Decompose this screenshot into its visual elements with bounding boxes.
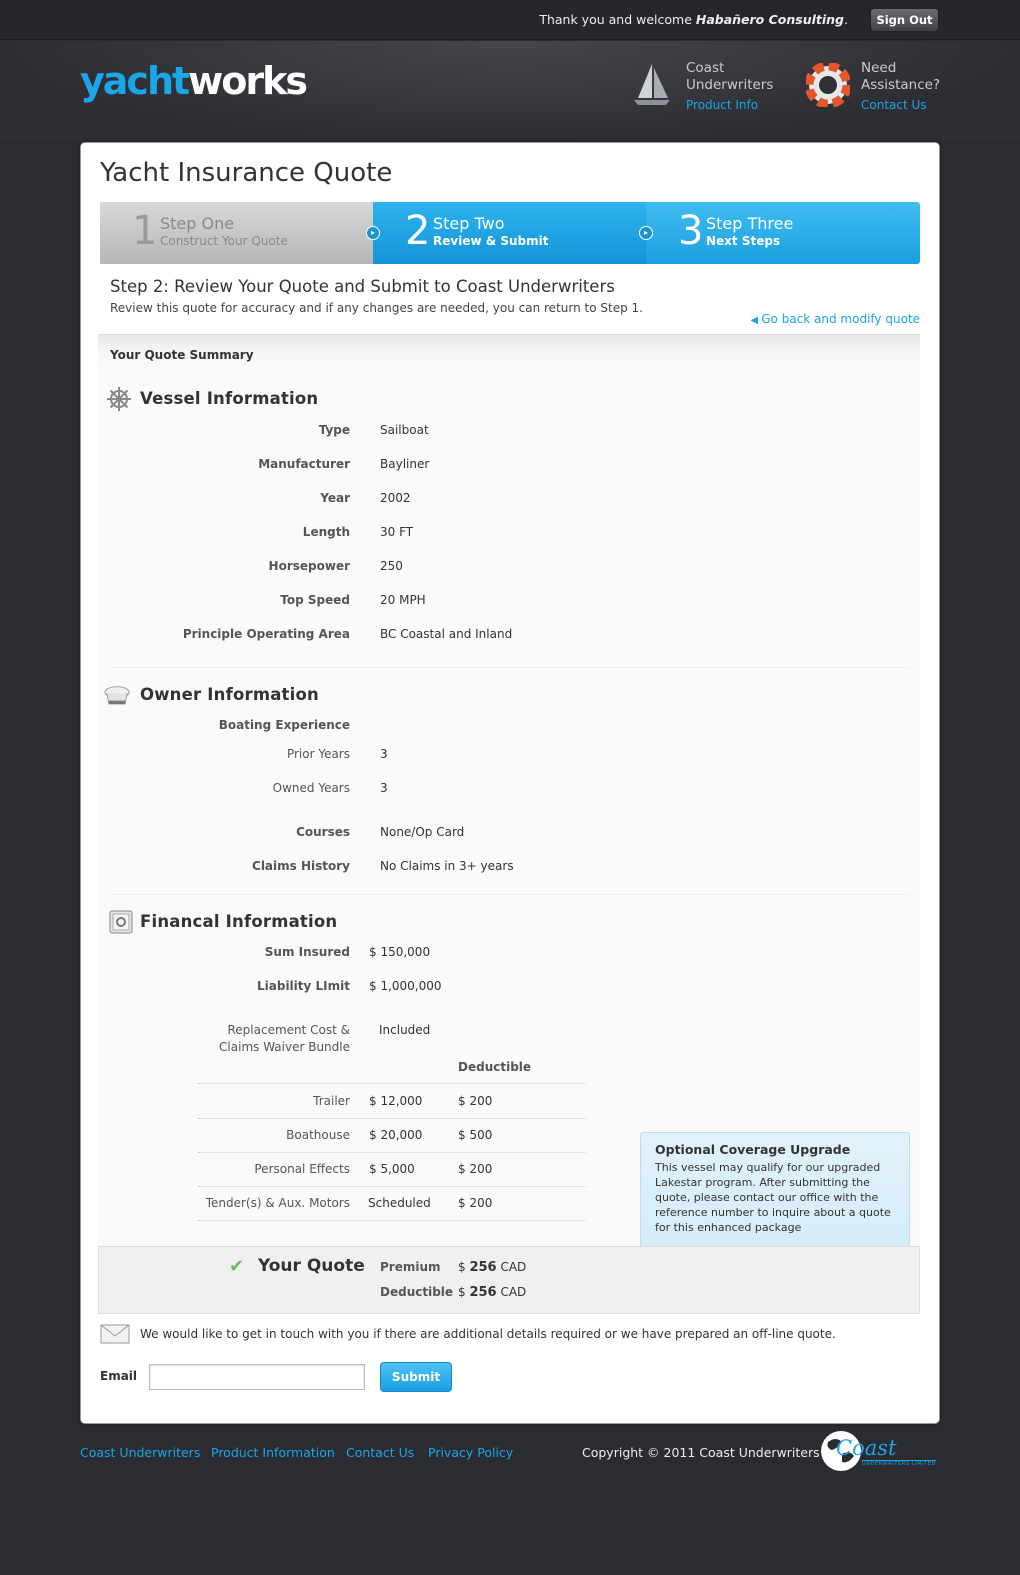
- boating-experience-label: Boating Experience: [218, 718, 350, 732]
- contact-message: We would like to get in touch with you if there are additional details required or we have prepared an off-line quote.: [140, 1327, 836, 1341]
- footer-link-contact-us[interactable]: Contact Us: [346, 1445, 415, 1460]
- replacement-cost-label-line2: Claims Waiver Bundle: [219, 1040, 350, 1054]
- step-number: 1: [132, 208, 158, 254]
- welcome-user-name: Habañero Consulting: [695, 12, 845, 27]
- step-two-tab[interactable]: [373, 202, 646, 264]
- vessel-label: Principle Operating Area: [182, 627, 350, 641]
- premium-value: [458, 1260, 526, 1275]
- life-ring-icon: [806, 63, 850, 107]
- step-title: Step Three: [706, 214, 794, 233]
- product-title-line1: Coast: [686, 60, 725, 76]
- coverage-item-value: $ 12,000: [369, 1094, 423, 1108]
- logo-text-works: works: [188, 59, 306, 103]
- step-subtitle: Next Steps: [706, 234, 781, 248]
- courses-value: None/Op Card: [380, 825, 465, 839]
- coverage-item-value: $ 20,000: [369, 1128, 423, 1142]
- vessel-value: Bayliner: [380, 457, 430, 471]
- step-number: 2: [405, 208, 431, 254]
- deductible-column-header: Deductible: [458, 1060, 532, 1074]
- product-title-line2: Underwriters: [686, 77, 774, 93]
- step-description: Review this quote for accuracy and if any changes are needed, you can return to Step 1.: [110, 301, 643, 315]
- quote-summary-panel: [98, 374, 920, 1246]
- owned-years-value: 3: [380, 781, 388, 795]
- row-divider: [198, 1220, 586, 1221]
- deductible-label: Deductible: [380, 1285, 454, 1299]
- premium-label: Premium: [380, 1260, 441, 1274]
- deductible-amount: 256: [469, 1285, 497, 1300]
- coverage-item-label: Personal Effects: [254, 1162, 350, 1176]
- premium-amount: 256: [469, 1260, 497, 1275]
- step-subtitle: Review & Submit: [433, 234, 549, 248]
- help-title-line1: Need: [861, 60, 897, 76]
- coverage-item-label: Boathouse: [286, 1128, 350, 1142]
- vessel-value: 2002: [380, 491, 411, 505]
- vessel-label: Manufacturer: [258, 457, 350, 471]
- liability-limit-label: Liability LImit: [257, 979, 350, 993]
- logo-text-yacht: yacht: [80, 59, 189, 103]
- row-divider: [198, 1152, 586, 1153]
- coast-underwriters-logo: [818, 1428, 940, 1474]
- logo-text: Coast: [836, 1436, 897, 1460]
- vessel-label: Type: [318, 423, 350, 437]
- section-divider: [110, 667, 910, 668]
- step-one-tab[interactable]: [100, 202, 373, 264]
- step-number: 3: [678, 208, 704, 254]
- top-bar: [0, 0, 1020, 40]
- coverage-item-deductible: $ 500: [458, 1128, 493, 1142]
- footer-link-coast-underwriters[interactable]: Coast Underwriters: [80, 1445, 201, 1460]
- your-quote-title: Your Quote: [258, 1256, 365, 1276]
- step-heading: Step 2: Review Your Quote and Submit to Coast Underwriters: [110, 277, 615, 296]
- vessel-label: Length: [302, 525, 350, 539]
- vessel-value: 20 MPH: [380, 593, 426, 607]
- row-divider: [198, 1083, 586, 1084]
- quote-summary-title: Your Quote Summary: [110, 348, 254, 362]
- callout-title: Optional Coverage Upgrade: [655, 1142, 851, 1157]
- safe-icon: [108, 909, 134, 935]
- vessel-value: 30 FT: [380, 525, 414, 539]
- financial-section-title: Financal Information: [140, 912, 338, 931]
- step-three-tab[interactable]: [646, 202, 920, 264]
- currency-symbol: $: [458, 1285, 466, 1299]
- prior-years-label: Prior Years: [286, 747, 350, 761]
- sailboat-icon: [630, 62, 674, 106]
- row-divider: [198, 1118, 586, 1119]
- vessel-label: Year: [320, 491, 350, 505]
- courses-label: Courses: [296, 825, 350, 839]
- copyright-text: Copyright © 2011 Coast Underwriters: [582, 1445, 820, 1460]
- liability-limit-value: $ 1,000,000: [369, 979, 442, 993]
- product-info-link[interactable]: Product Info: [686, 98, 759, 112]
- owned-years-label: Owned Years: [272, 781, 350, 795]
- go-back-link[interactable]: [750, 312, 920, 326]
- step-title: Step Two: [433, 214, 505, 233]
- vessel-value: Sailboat: [380, 423, 429, 437]
- go-back-label: Go back and modify quote: [761, 312, 920, 326]
- currency-symbol: $: [458, 1260, 466, 1274]
- coverage-item-deductible: $ 200: [458, 1094, 493, 1108]
- section-divider: [110, 894, 910, 895]
- vessel-value: 250: [380, 559, 403, 573]
- sum-insured-value: $ 150,000: [369, 945, 431, 959]
- vessel-value: BC Coastal and Inland: [380, 627, 513, 641]
- contact-us-link[interactable]: Contact Us: [861, 98, 927, 112]
- coverage-item-value: $ 5,000: [369, 1162, 415, 1176]
- vessel-section-title: Vessel Information: [140, 389, 319, 408]
- replacement-cost-label-line1: Replacement Cost &: [227, 1023, 350, 1037]
- step-arrow-icon: ▸: [366, 226, 380, 240]
- footer-link-product-information[interactable]: Product Information: [211, 1445, 335, 1460]
- email-label: Email: [100, 1369, 138, 1383]
- email-input[interactable]: [149, 1364, 365, 1390]
- welcome-message: [539, 12, 848, 27]
- submit-button[interactable]: Submit: [380, 1362, 452, 1392]
- logo-subtext: UNDERWRITERS LIMITED: [862, 1461, 937, 1467]
- row-divider: [198, 1186, 586, 1187]
- page-title: Yacht Insurance Quote: [100, 158, 393, 188]
- step-arrow-icon: ▸: [639, 226, 653, 240]
- ship-wheel-icon: [106, 386, 132, 412]
- yachtworks-logo[interactable]: [80, 56, 306, 106]
- replacement-cost-value: Included: [379, 1023, 431, 1037]
- captain-hat-icon: [104, 683, 130, 709]
- your-quote-box: [98, 1246, 920, 1314]
- sign-out-button[interactable]: Sign Out: [870, 8, 939, 32]
- checkmark-icon: ✔: [229, 1256, 245, 1277]
- vessel-label: Horsepower: [268, 559, 350, 573]
- claims-history-label: Claims History: [252, 859, 350, 873]
- currency-code: CAD: [500, 1285, 527, 1299]
- sum-insured-label: Sum Insured: [264, 945, 350, 959]
- currency-code: CAD: [500, 1260, 527, 1274]
- coverage-item-deductible: $ 200: [458, 1196, 493, 1210]
- coverage-item-deductible: $ 200: [458, 1162, 493, 1176]
- deductible-value: [458, 1285, 526, 1300]
- envelope-icon: [100, 1324, 130, 1344]
- coverage-item-value: Scheduled: [368, 1196, 431, 1210]
- help-title-line2: Assistance?: [861, 77, 941, 93]
- vessel-label: Top Speed: [280, 593, 350, 607]
- coverage-item-label: Trailer: [313, 1094, 350, 1108]
- coverage-item-label: Tender(s) & Aux. Motors: [205, 1196, 350, 1210]
- owner-section-title: Owner Information: [140, 685, 319, 704]
- prior-years-value: 3: [380, 747, 388, 761]
- callout-text: This vessel may qualify for our upgraded Lakestar program. After submitting the quote, please contact our office with the reference number to inquire about a quote for this enhanced package: [655, 1161, 891, 1234]
- step-subtitle: Construct Your Quote: [160, 234, 288, 248]
- welcome-suffix: .: [844, 12, 848, 27]
- footer-link-privacy-policy[interactable]: Privacy Policy: [428, 1445, 514, 1460]
- arrow-left-icon: ◀: [750, 315, 762, 326]
- welcome-prefix: Thank you and welcome: [539, 12, 696, 27]
- claims-history-value: No Claims in 3+ years: [380, 859, 514, 873]
- step-title: Step One: [160, 214, 235, 233]
